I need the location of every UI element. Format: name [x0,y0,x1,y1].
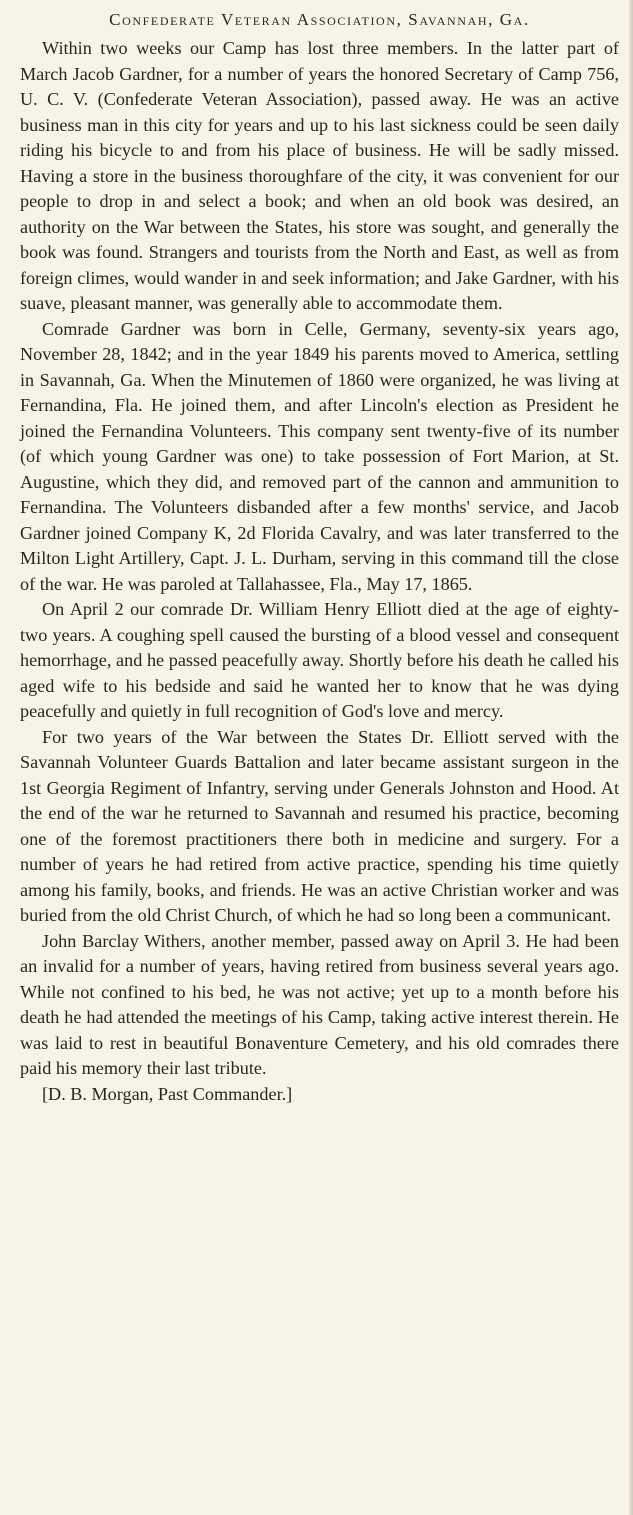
paragraph-gardner-biography: Comrade Gardner was born in Celle, Germany, seventy-six years ago, November 28, 1842; and in the year 1849 his parents moved to America, settling in Savannah, Ga. When the Minutemen of 1860 were organized, he was living at Fernandina, Fla. He joined them, and after Lincoln's election as President he joined the Fernandina Volunteers. This company sent twenty-five of its number (of which young Gardner was one) to take possession of Fort Marion, at St. Augustine, which they did, and removed part of the cannon and ammunition to Fernandina. The Volunteers disbanded after a few months' service, and Jacob Gardner joined Company K, 2d Florida Cavalry, and was later transferred to the Milton Light Artillery, Capt. J. L. Durham, serving in this command till the close of the war. He was paroled at Tallahassee, Fla., May 17, 1865. [20,318,619,594]
page-edge [629,0,633,1515]
paragraph-elliott-death: On April 2 our comrade Dr. William Henry Elliott died at the age of eighty-two years. A coughing spell caused the bursting of a blood vessel and consequent hemorrhage, and he passed peacefully away. Shortly before his death he called his aged wife to his bedside and said he wanted her to know that he was dying peacefully and quietly in full recognition of God's love and mercy. [20,599,619,721]
paragraph-gardner-obituary: Within two weeks our Camp has lost three members. In the latter part of March Jacob Gardner, for a number of years the honored Secretary of Camp 756, U. C. V. (Confederate Veteran Association), passed away. He was an active business man in this city for years and up to his last sickness could be seen daily riding his bicycle to and from his place of business. He will be sadly missed. Having a store in the business thoroughfare of the city, it was convenient for our people to drop in and select a book; and when an old book was desired, an authority on the War between the States, his store was sought, and generally the book was found. Strangers and tourists from the North and East, as well as from foreign climes, would wander in and seek information; and Jake Gardner, with his suave, pleasant manner, was generally able to accommodate them. [20,38,619,313]
signature: [D. B. Morgan, Past Commander.] [42,1083,293,1104]
paragraph-elliott-service: For two years of the War between the States Dr. Elliott served with the Savannah Volunteer Guards Battalion and later became assistant surgeon in the 1st Georgia Regiment of Infantry, serving under Generals Johnston and Hood. At the end of the war he returned to Savannah and resumed his practice, becoming one of the foremost practitioners there both in medicine and surgery. For a number of years he had retired from active practice, spending his time quietly among his family, books, and friends. He was an active Christian worker and was buried from the old Christ Church, of which he had so long been a communicant. [20,726,619,925]
page-heading: Confederate Veteran Association, Savannah, Ga. [109,10,530,29]
paragraph-withers-obituary: John Barclay Withers, another member, passed away on April 3. He had been an invalid for a number of years, having retired from business several years ago. While not confined to his bed, he was not active; yet up to a month before his death he had attended the meetings of his Camp, taking active interest therein. He was laid to rest in beautiful Bonaventure Cemetery, and his old comrades there paid his memory their last tribute. [20,930,619,1078]
